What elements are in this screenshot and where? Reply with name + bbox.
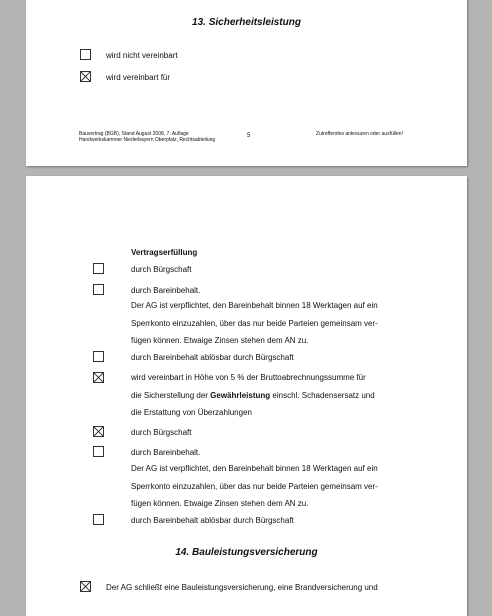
label-versicherung: Der AG schließt eine Bauleistungsversicherung, eine Brandversicherung und [106,583,378,592]
text-fragment: einschl. Schadensersatz und [270,390,375,400]
footer-left [79,131,215,143]
text-fragment: die Sicherstellung der [131,390,211,400]
paragraph-line: wird vereinbart in Höhe von 5 % der Bruttoabrechnungssumme für [131,373,366,382]
paragraph-gewaehrleistung [131,369,428,422]
footer-line-1: Bauvertrag (BGB), Stand August 2008, 7. Auflage [79,131,189,137]
document-page-5 [26,0,467,166]
paragraph-line: Sperrkonto einzuzahlen, über das nur beide Parteien gemeinsam ver- [131,481,378,491]
option-label-not-agreed: wird nicht vereinbart [106,51,178,60]
page-number: 5 [247,133,251,139]
footer-line-2: Handwerkskammer Niederbayern Oberpfalz, Rechtsabteilung [79,137,216,143]
option-label-agreed: wird vereinbart für [106,73,171,82]
paragraph-gw-sperrkonto [131,460,428,513]
check-cross-icon [94,427,103,436]
checkbox-gw-bareinbehalt[interactable] [93,446,104,457]
checkbox-gw-abloesbar[interactable] [93,514,104,525]
section-heading-14: 14. Bauleistungsversicherung [175,547,318,558]
checkbox-gw-buergschaft[interactable] [93,426,104,437]
checkbox-vf-bareinbehalt[interactable] [93,284,104,295]
section-heading-13: 13. Sicherheitsleistung [192,17,301,28]
label-gw-bareinbehalt: durch Bareinbehalt. [131,448,201,457]
paragraph-line: Sperrkonto einzuzahlen, über das nur beide Parteien gemeinsam ver- [131,318,378,328]
paragraph-line: Der AG ist verpflichtet, den Bareinbehalt binnen 18 Werktagen auf ein [131,301,378,310]
paragraph-vf-sperrkonto [131,297,428,350]
checkbox-gewaehrleistung[interactable] [93,372,104,383]
checkbox-vf-abloesbar[interactable] [93,351,104,362]
footer-note: Zutreffendes ankreuzen oder ausfüllen! [316,131,403,137]
label-vf-abloesbar: durch Bareinbehalt ablösbar durch Bürgschaft [131,353,294,362]
paragraph-line: fügen können. Etwaige Zinsen stehen dem AN zu. [131,499,309,508]
paragraph-line: fügen können. Etwaige Zinsen stehen dem AN zu. [131,336,309,345]
label-gw-abloesbar: durch Bareinbehalt ablösbar durch Bürgschaft [131,516,294,525]
paragraph-line: die Erstattung von Überzahlungen [131,408,252,417]
document-page-6 [26,176,467,616]
check-cross-icon [81,72,90,81]
check-cross-icon [94,373,103,382]
checkbox-agreed[interactable] [80,71,91,82]
paragraph-line: Der AG ist verpflichtet, den Bareinbehalt binnen 18 Werktagen auf ein [131,464,378,473]
paragraph-line [131,387,428,405]
section-title-vertragserfuellung: Vertragserfüllung [131,248,198,257]
checkbox-versicherung[interactable] [80,581,91,592]
label-vf-bareinbehalt: durch Bareinbehalt. [131,286,201,295]
bold-term-gewaehrleistung: Gewährleistung [210,390,271,400]
checkbox-not-agreed[interactable] [80,49,91,60]
label-vf-buergschaft: durch Bürgschaft [131,265,192,274]
label-gw-buergschaft: durch Bürgschaft [131,428,192,437]
checkbox-vf-buergschaft[interactable] [93,263,104,274]
check-cross-icon [81,582,90,591]
